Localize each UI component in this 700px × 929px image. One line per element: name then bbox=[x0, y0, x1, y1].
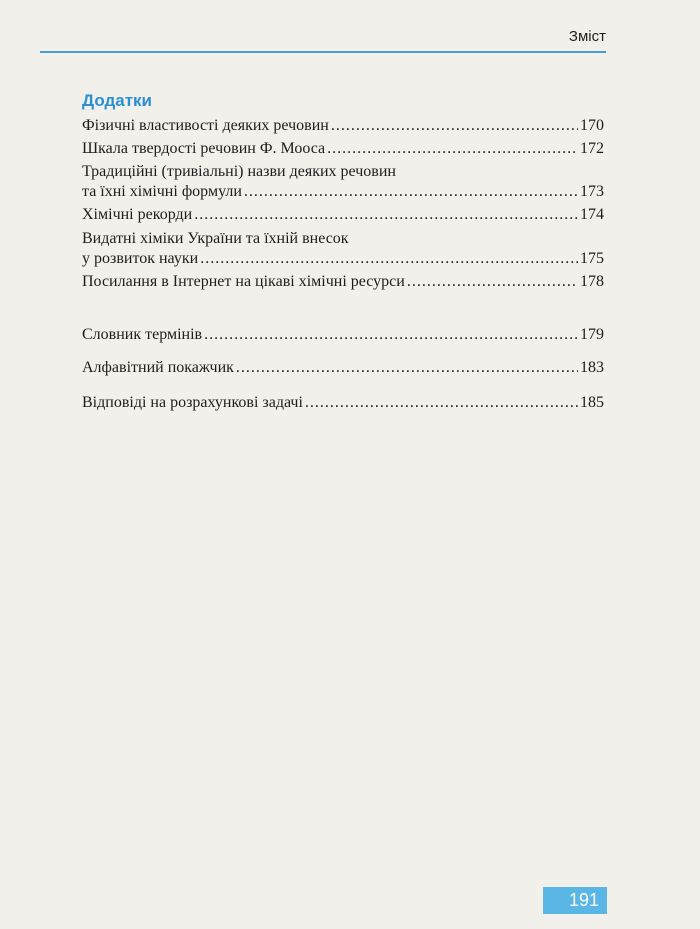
dot-leader bbox=[305, 393, 578, 413]
toc-entry-title: Словник термінів bbox=[82, 326, 203, 343]
toc-entry-title: Видатні хіміки України та їхній внесок bbox=[82, 230, 349, 247]
toc-entry-title: Посилання в Інтернет на цікаві хімічні ресурси bbox=[82, 273, 405, 290]
toc-entry-title: Традиційні (тривіальні) назви деяких речовин bbox=[82, 163, 396, 180]
toc-entry[interactable] bbox=[82, 139, 604, 159]
toc-entry-page: 172 bbox=[580, 140, 604, 157]
toc-entry-title: Алфавітний покажчик bbox=[82, 359, 234, 376]
toc-entry[interactable] bbox=[82, 393, 604, 413]
toc-entry-title-continued: у розвиток науки bbox=[82, 250, 199, 267]
toc-entry[interactable] bbox=[82, 229, 604, 269]
toc-entry-page: 173 bbox=[580, 183, 604, 200]
appendix-heading: Додатки bbox=[82, 91, 153, 110]
dot-leader bbox=[244, 182, 578, 202]
toc-entry[interactable] bbox=[82, 358, 604, 378]
dot-leader bbox=[200, 249, 578, 269]
dot-leader bbox=[327, 139, 578, 159]
running-header-title: Зміст bbox=[568, 28, 606, 45]
dot-leader bbox=[204, 325, 578, 345]
toc-entry-title: Фізичні властивості деяких речовин bbox=[82, 117, 329, 134]
toc-entry-page: 170 bbox=[580, 117, 604, 134]
dot-leader bbox=[331, 116, 578, 136]
toc-entry-title: Відповіді на розрахункові задачі bbox=[82, 394, 303, 411]
toc-entry[interactable] bbox=[82, 116, 604, 136]
header-rule bbox=[40, 51, 606, 53]
toc-entry[interactable] bbox=[82, 162, 604, 202]
toc-entry-title-continued: та їхні хімічні формули bbox=[82, 183, 242, 200]
toc-entry-page: 174 bbox=[580, 206, 604, 223]
dot-leader bbox=[194, 205, 578, 225]
toc-entry-title: Хімічні рекорди bbox=[82, 206, 193, 223]
toc-entry-page: 183 bbox=[580, 359, 604, 376]
toc-entry-title: Шкала твердості речовин Ф. Мооса bbox=[82, 140, 326, 157]
dot-leader bbox=[236, 358, 578, 378]
toc-entry[interactable] bbox=[82, 325, 604, 345]
toc-entry-page: 178 bbox=[580, 273, 604, 290]
page-number: 191 bbox=[543, 887, 607, 914]
toc-entry-page: 179 bbox=[580, 326, 604, 343]
toc-entry-page: 175 bbox=[580, 250, 604, 267]
toc-entry[interactable] bbox=[82, 205, 604, 225]
dot-leader bbox=[407, 272, 578, 292]
toc-entry-page: 185 bbox=[580, 394, 604, 411]
toc-entry[interactable] bbox=[82, 272, 604, 292]
